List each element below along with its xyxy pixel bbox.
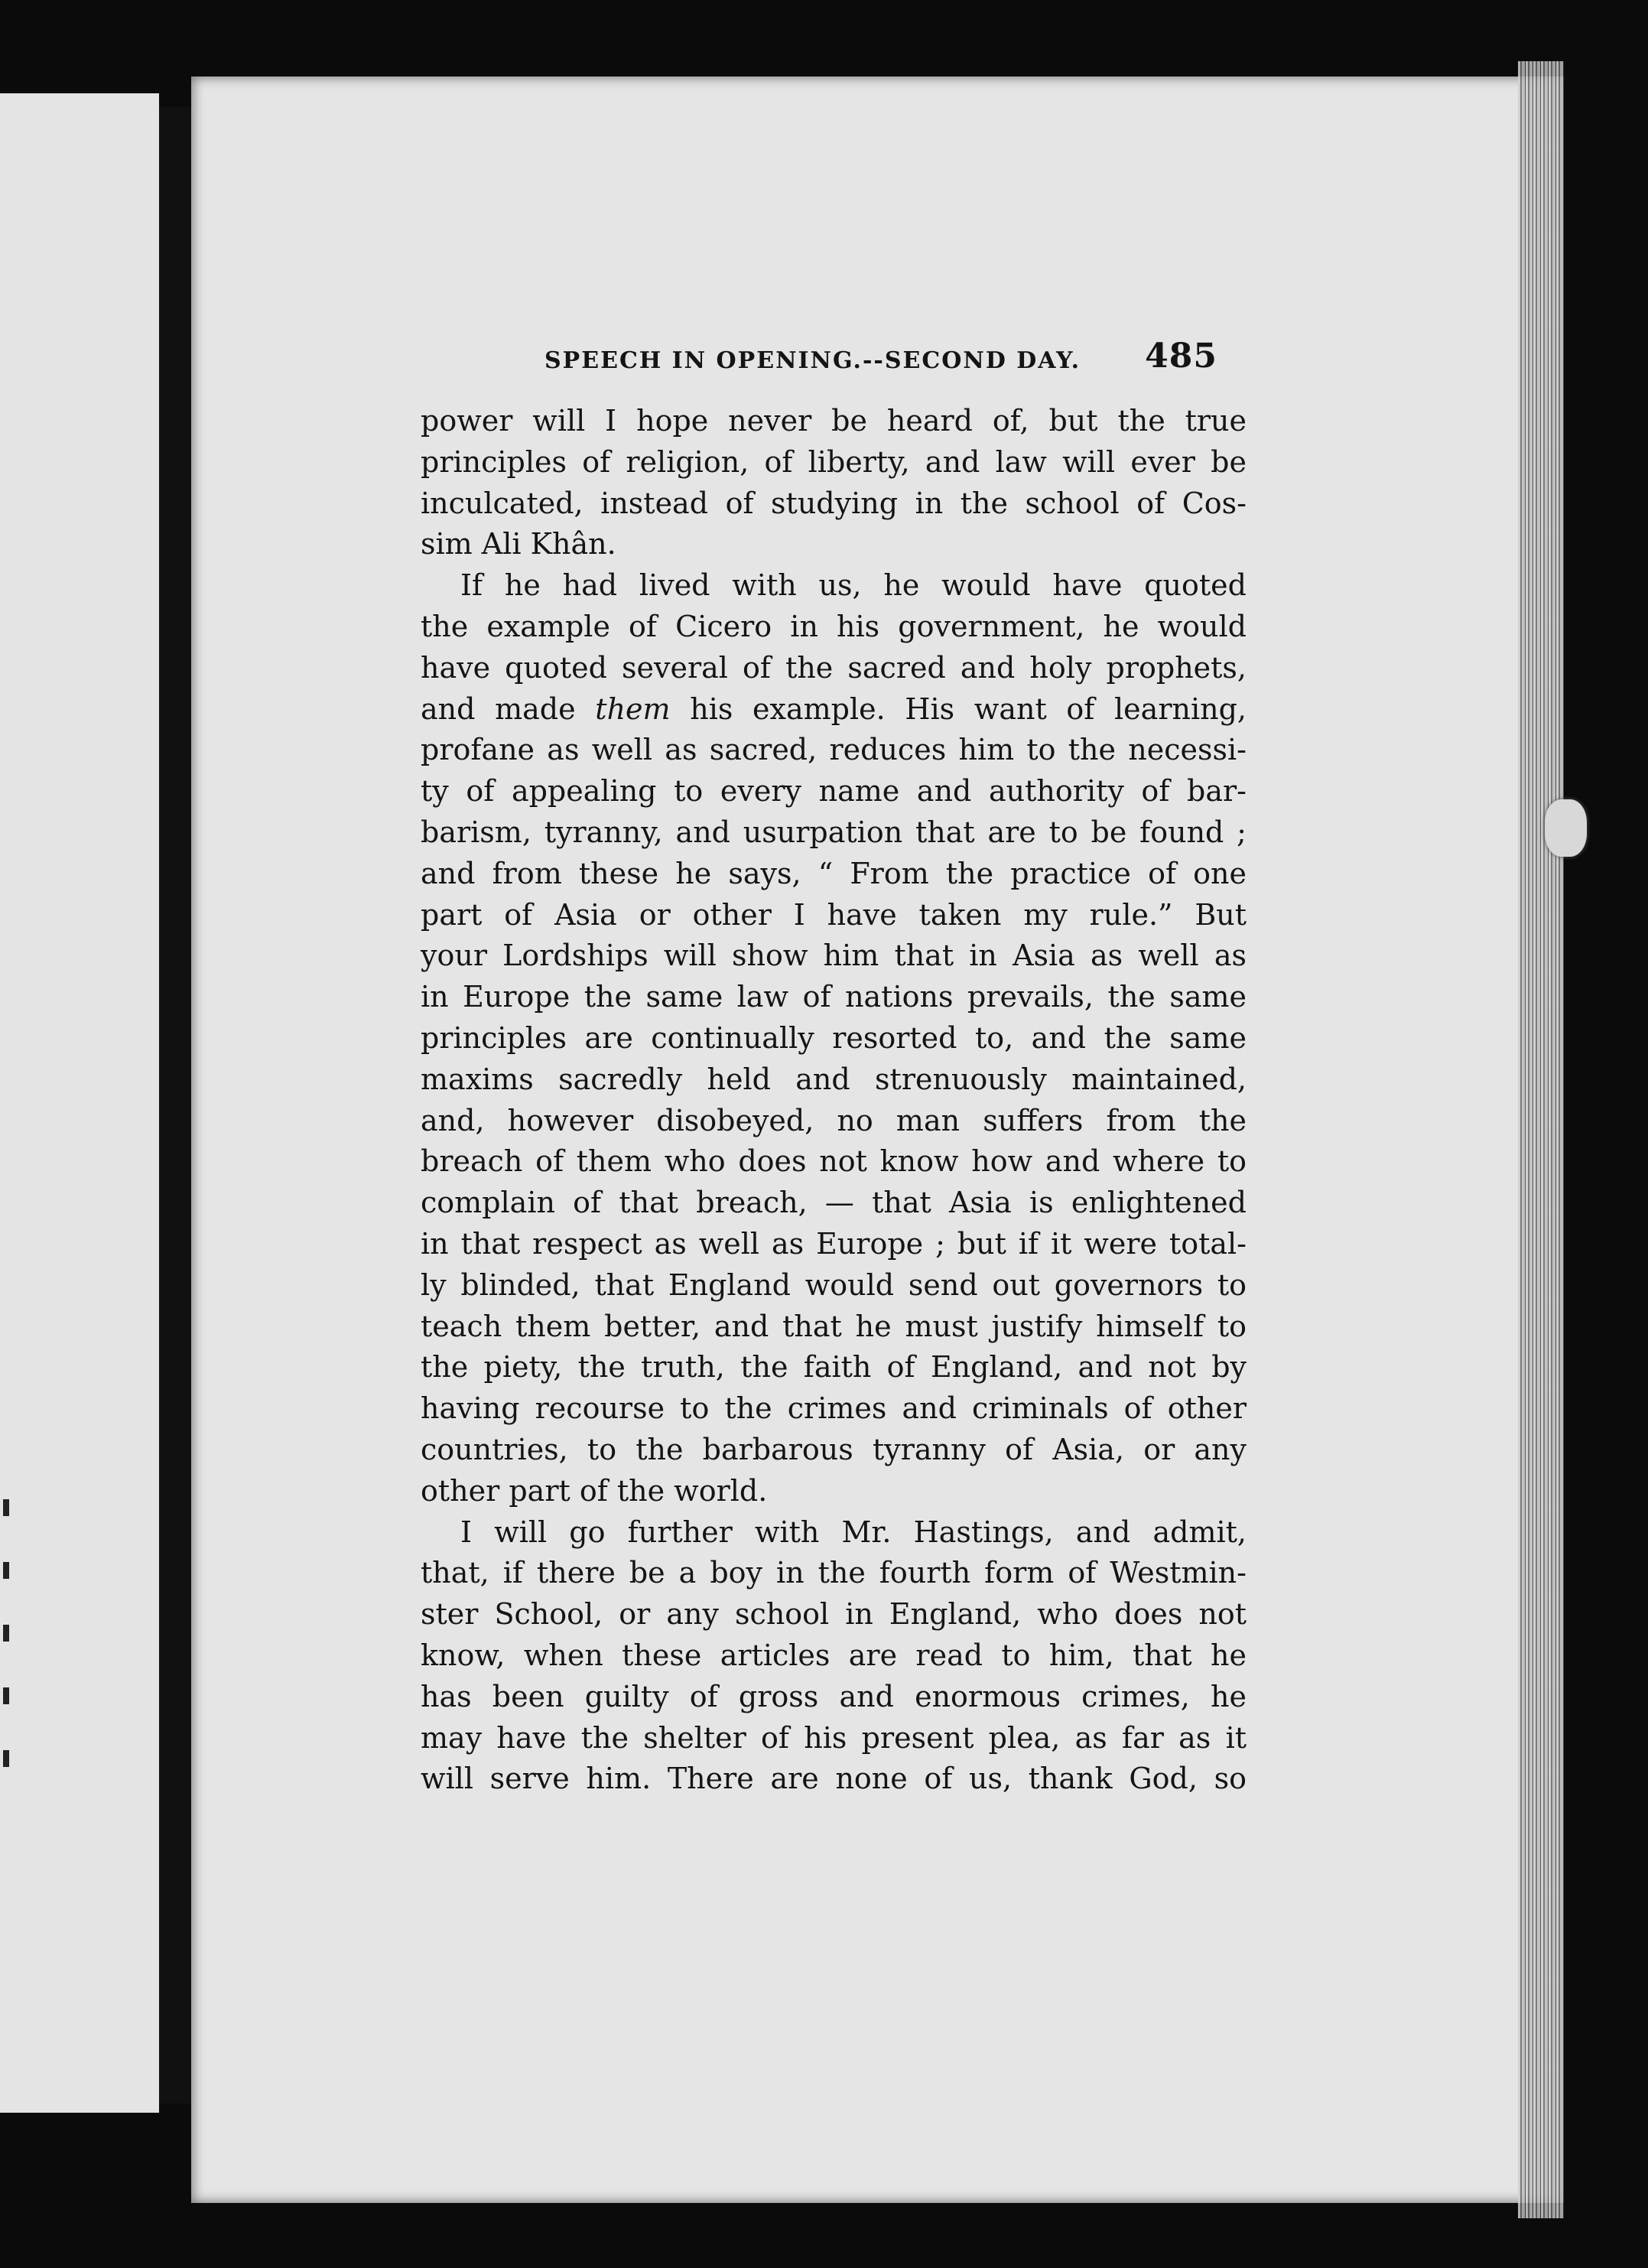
text-line: complain of that breach, — that Asia is enlightened — [421, 1186, 1247, 1220]
text-line: maxims sacredly held and strenuously maintained, — [421, 1062, 1247, 1096]
text-line: countries, to the barbarous tyranny of Asia, or any — [421, 1432, 1247, 1466]
text-line: I will go further with Mr. Hastings, and admit, — [460, 1515, 1247, 1549]
running-head-title: SPEECH IN OPENING.--SECOND DAY. — [544, 347, 1081, 374]
text-line: and, however disobeyed, no man suffers from the — [421, 1103, 1247, 1137]
emphasis: them — [595, 691, 671, 726]
text-line: and made them his example. His want of learning, — [421, 691, 1247, 726]
text-line: part of Asia or other I have taken my rule.” But — [421, 897, 1247, 932]
text-line: the piety, the truth, the faith of England, and not by — [421, 1350, 1247, 1385]
text-line: profane as well as sacred, reduces him to the necessi- — [421, 733, 1247, 767]
text-line: and from these he says, “ From the practice of one — [421, 856, 1247, 890]
text-line: principles are continually resorted to, and the same — [421, 1020, 1247, 1055]
text-line: breach of them who does not know how and where to — [421, 1144, 1247, 1179]
text-line: having recourse to the crimes and criminals of other — [421, 1391, 1247, 1426]
running-head — [544, 333, 1217, 379]
text-line: ty of appealing to every name and authority of bar- — [421, 774, 1247, 809]
page-stack-edge — [1518, 61, 1564, 2218]
page-edge-tab — [1545, 799, 1587, 857]
text-line: has been guilty of gross and enormous crimes, he — [421, 1679, 1247, 1713]
book-gutter — [159, 107, 191, 2104]
facing-page-text-fragments — [0, 1499, 17, 1851]
facing-page-edge — [0, 93, 159, 2113]
page-number: 485 — [1145, 337, 1217, 376]
text-line: ly blinded, that England would send out governors to — [421, 1267, 1247, 1302]
text-line: in Europe the same law of nations prevails, the same — [421, 980, 1247, 1014]
text-line: ster School, or any school in England, who does not — [421, 1597, 1247, 1632]
text-line: barism, tyranny, and usurpation that are to be found ; — [421, 815, 1247, 849]
text-line: teach them better, and that he must justify himself to — [421, 1309, 1247, 1343]
text-line: your Lordships will show him that in Asia as well as — [421, 939, 1247, 973]
text-line: other part of the world. — [421, 1473, 768, 1508]
text-line: may have the shelter of his present plea, as far as it — [421, 1720, 1247, 1755]
text-line: principles of religion, of liberty, and law will ever be — [421, 444, 1247, 479]
text-line: inculcated, instead of studying in the school of Cos- — [421, 486, 1247, 520]
text-line: will serve him. There are none of us, thank God, so — [421, 1762, 1247, 1796]
text-line: have quoted several of the sacred and holy prophets, — [421, 650, 1247, 685]
body-text — [421, 401, 1247, 1800]
text-line: that, if there be a boy in the fourth form of Westmin- — [421, 1556, 1247, 1590]
text-line: in that respect as well as Europe ; but if it were total- — [421, 1226, 1247, 1261]
text-line: know, when these articles are read to him, that he — [421, 1638, 1247, 1672]
text-line: the example of Cicero in his government, he would — [421, 609, 1247, 643]
text-line: If he had lived with us, he would have quoted — [460, 568, 1247, 603]
text-line: sim Ali Khân. — [421, 527, 616, 561]
text-line: power will I hope never be heard of, but the true — [421, 404, 1247, 438]
